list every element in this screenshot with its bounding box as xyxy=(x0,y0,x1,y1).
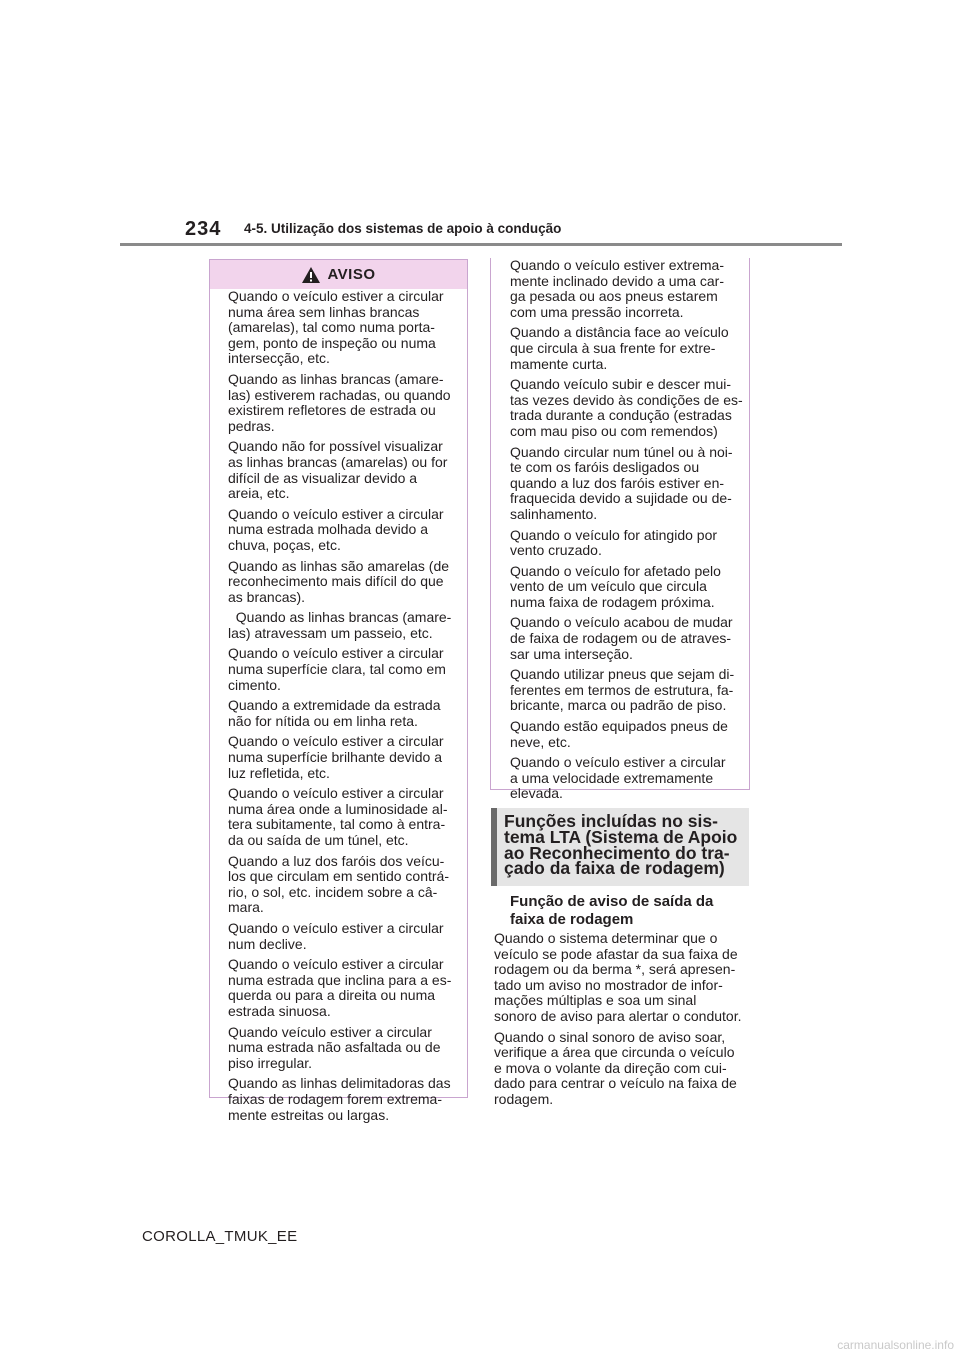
paragraph xyxy=(228,1076,459,1123)
text-line: fraquecida devido a sujidade ou de- xyxy=(510,490,732,507)
text-line: Quando o sinal sonoro de aviso soar, xyxy=(494,1028,726,1045)
text-line: trada durante a condução (estradas xyxy=(510,407,732,424)
text-line: de faixa de rodagem ou de atraves- xyxy=(510,630,732,647)
text-line: reconhecimento mais difícil do que xyxy=(228,573,444,590)
text-line: tado um aviso no mostrador de infor- xyxy=(494,976,723,993)
text-line: mente estreitas ou largas. xyxy=(228,1106,390,1123)
text-line: Quando o veículo estiver a circular xyxy=(510,754,726,771)
paragraph xyxy=(494,1030,750,1108)
heading-line: Funções incluídas no sis- xyxy=(504,811,718,831)
paragraph xyxy=(228,957,459,1019)
text-line: Quando o veículo for afetado pelo xyxy=(510,562,721,579)
text-line: existirem refletores de estrada ou xyxy=(228,402,436,419)
text-line: numa área onde a luminosidade al- xyxy=(228,800,448,817)
text-line: elevada. xyxy=(510,785,563,802)
text-line: Quando a distância face ao veículo xyxy=(510,324,729,341)
text-line: bricante, marca ou padrão de piso. xyxy=(510,697,727,714)
text-line: Quando o veículo estiver a circular xyxy=(228,288,444,304)
text-line: tas vezes devido às condições de es- xyxy=(510,391,743,408)
text-line: cimento. xyxy=(228,676,281,693)
text-line: pedras. xyxy=(228,417,275,434)
paragraph xyxy=(510,564,739,611)
warning-header xyxy=(210,260,467,289)
text-line: Quando estão equipados pneus de xyxy=(510,718,728,735)
text-line: Quando veículo estiver a circular xyxy=(228,1023,432,1040)
paragraph xyxy=(228,1025,459,1072)
text-line: dado para centrar o veículo na faixa de xyxy=(494,1075,737,1092)
text-line: tera subitamente, tal como à entra- xyxy=(228,816,446,833)
text-line: verifique a área que circunda o veículo xyxy=(494,1044,735,1061)
text-line: las) atravessam um passeio, etc. xyxy=(228,624,433,641)
text-line: com mau piso ou com remendos) xyxy=(510,422,718,439)
paragraph xyxy=(228,439,459,501)
feature-body xyxy=(494,931,750,1113)
text-line: intersecção, etc. xyxy=(228,350,330,367)
text-line: Quando o veículo estiver a circular xyxy=(228,505,444,522)
text-line: las) estiverem rachadas, ou quando xyxy=(228,386,451,403)
text-line: numa superfície brilhante devido a xyxy=(228,749,443,766)
paragraph xyxy=(228,786,459,848)
feature-heading xyxy=(504,811,749,879)
text-line: as linhas brancas (amarelas) ou for xyxy=(228,453,448,470)
text-line: luz refletida, etc. xyxy=(228,764,330,781)
text-line: da ou saída de um túnel, etc. xyxy=(228,832,409,848)
section-title: 4-5. Utilização dos sistemas de apoio à condução xyxy=(244,221,562,236)
text-line: sar uma interseção. xyxy=(510,645,633,662)
text-line: não for nítida ou em linha reta. xyxy=(228,712,418,729)
text-line: e mova o volante da direção com cui- xyxy=(494,1059,727,1076)
model-code: COROLLA_TMUK_EE xyxy=(142,1228,298,1245)
text-line: difícil de as visualizar devido a xyxy=(228,469,418,486)
text-line: chuva, poças, etc. xyxy=(228,536,341,553)
text-line: Quando o veículo estiver a circular xyxy=(228,785,444,802)
paragraph xyxy=(228,507,459,554)
text-line: faixas de rodagem forem extrema- xyxy=(228,1090,442,1107)
paragraph xyxy=(510,445,739,523)
text-line: numa faixa de rodagem próxima. xyxy=(510,593,715,610)
text-line: sonoro de aviso para alertar o condutor. xyxy=(494,1007,742,1024)
paragraph xyxy=(228,698,459,729)
text-line: mara. xyxy=(228,899,264,916)
text-line: rodagem ou da berma *, será apresen- xyxy=(494,961,736,978)
text-line: te com os faróis desligados ou xyxy=(510,459,700,476)
subheading-line: faixa de rodagem xyxy=(510,910,634,928)
paragraph xyxy=(510,325,739,372)
text-line: Quando utilizar pneus que sejam di- xyxy=(510,666,735,683)
paragraph xyxy=(510,376,743,439)
header-rule xyxy=(120,243,842,246)
text-line: as brancas). xyxy=(228,588,306,605)
paragraph xyxy=(510,258,739,320)
text-line: Quando as linhas delimitadoras das xyxy=(228,1075,451,1092)
text-line: rodagem. xyxy=(494,1090,554,1107)
warning-triangle-icon xyxy=(301,266,321,284)
text-line: numa estrada molhada devido a xyxy=(228,521,429,538)
paragraph xyxy=(228,289,459,367)
paragraph xyxy=(510,615,739,662)
text-line: querda ou para a direita ou numa xyxy=(228,987,436,1004)
text-line: veículo se pode afastar da sua faixa de xyxy=(494,945,738,962)
paragraph xyxy=(228,734,459,781)
text-line: mações múltiplas e soa um sinal xyxy=(494,992,697,1009)
text-line: Quando o veículo acabou de mudar xyxy=(510,614,733,631)
text-line: Quando o veículo estiver a circular xyxy=(228,956,444,973)
heading-line: tema LTA (Sistema de Apoio xyxy=(504,826,738,847)
heading-line: çado da faixa de rodagem) xyxy=(504,858,725,879)
text-line: neve, etc. xyxy=(510,733,571,750)
text-line: numa estrada que inclina para a es- xyxy=(228,971,452,988)
paragraph xyxy=(510,719,739,750)
warning-box xyxy=(209,259,468,1123)
feature-subheading xyxy=(510,893,740,928)
text-line: areia, etc. xyxy=(228,485,290,502)
paragraph xyxy=(228,854,459,916)
paragraph xyxy=(228,646,459,693)
text-line: vento de um veículo que circula xyxy=(510,578,707,595)
warning-continued-box xyxy=(490,257,750,802)
page-number: 234 xyxy=(185,218,222,240)
text-line: a uma velocidade extremamente xyxy=(510,769,714,786)
subheading-line: Função de aviso de saída da xyxy=(510,893,714,910)
watermark: carmanualsonline.info xyxy=(837,1338,954,1352)
heading-line: ao Reconhecimento do tra- xyxy=(504,842,730,863)
text-line: numa área sem linhas brancas xyxy=(228,303,420,320)
text-line: Quando o veículo estiver extrema- xyxy=(510,257,724,273)
paragraph xyxy=(494,931,750,1025)
paragraph xyxy=(228,372,459,434)
text-line: vento cruzado. xyxy=(510,542,602,559)
paragraph xyxy=(510,755,739,802)
text-line: Quando o sistema determinar que o xyxy=(494,930,718,946)
paragraph xyxy=(228,559,459,606)
paragraph xyxy=(228,610,459,641)
text-line: com uma pressão incorreta. xyxy=(510,303,684,320)
feature-heading-box xyxy=(491,808,749,886)
warning-body xyxy=(210,289,467,1123)
text-line: Quando não for possível visualizar xyxy=(228,438,443,455)
text-line: mamente curta. xyxy=(510,355,608,372)
text-line: piso irregular. xyxy=(228,1054,313,1071)
text-line: estrada sinuosa. xyxy=(228,1002,331,1019)
text-line: quando a luz dos faróis estiver en- xyxy=(510,474,725,491)
text-line: Quando veículo subir e descer mui- xyxy=(510,376,731,393)
text-line: Quando o veículo estiver a circular xyxy=(228,645,444,662)
text-line: Quando a luz dos faróis dos veícu- xyxy=(228,852,445,869)
text-line: ferentes em termos de estrutura, fa- xyxy=(510,681,734,698)
paragraph xyxy=(510,667,739,714)
text-line: Quando as linhas brancas (amare- xyxy=(228,609,452,626)
text-line: que circula à sua frente for extre- xyxy=(510,339,716,356)
text-line: ga pesada ou aos pneus estarem xyxy=(510,288,718,305)
text-line: Quando circular num túnel ou à noi- xyxy=(510,443,733,460)
text-line: numa estrada não asfaltada ou de xyxy=(228,1039,441,1056)
text-line: Quando as linhas são amarelas (de xyxy=(228,557,450,574)
text-line: salinhamento. xyxy=(510,505,598,522)
paragraph xyxy=(228,921,459,952)
text-line: Quando o veículo estiver a circular xyxy=(228,919,444,936)
text-line: numa superfície clara, tal como em xyxy=(228,661,446,678)
paragraph xyxy=(510,528,739,559)
text-line: gem, ponto de inspeção ou numa xyxy=(228,334,436,351)
text-line: Quando o veículo for atingido por xyxy=(510,526,718,543)
text-line: Quando a extremidade da estrada xyxy=(228,697,441,714)
text-line: los que circulam em sentido contrá- xyxy=(228,868,449,885)
text-line: Quando o veículo estiver a circular xyxy=(228,733,444,750)
text-line: num declive. xyxy=(228,935,307,952)
text-line: Quando as linhas brancas (amare- xyxy=(228,370,444,387)
text-line: (amarelas), tal como numa porta- xyxy=(228,319,435,336)
text-line: mente inclinado devido a uma car- xyxy=(510,272,725,289)
warning-title: AVISO xyxy=(327,265,376,283)
text-line: rio, o sol, etc. incidem sobre a câ- xyxy=(228,883,438,900)
